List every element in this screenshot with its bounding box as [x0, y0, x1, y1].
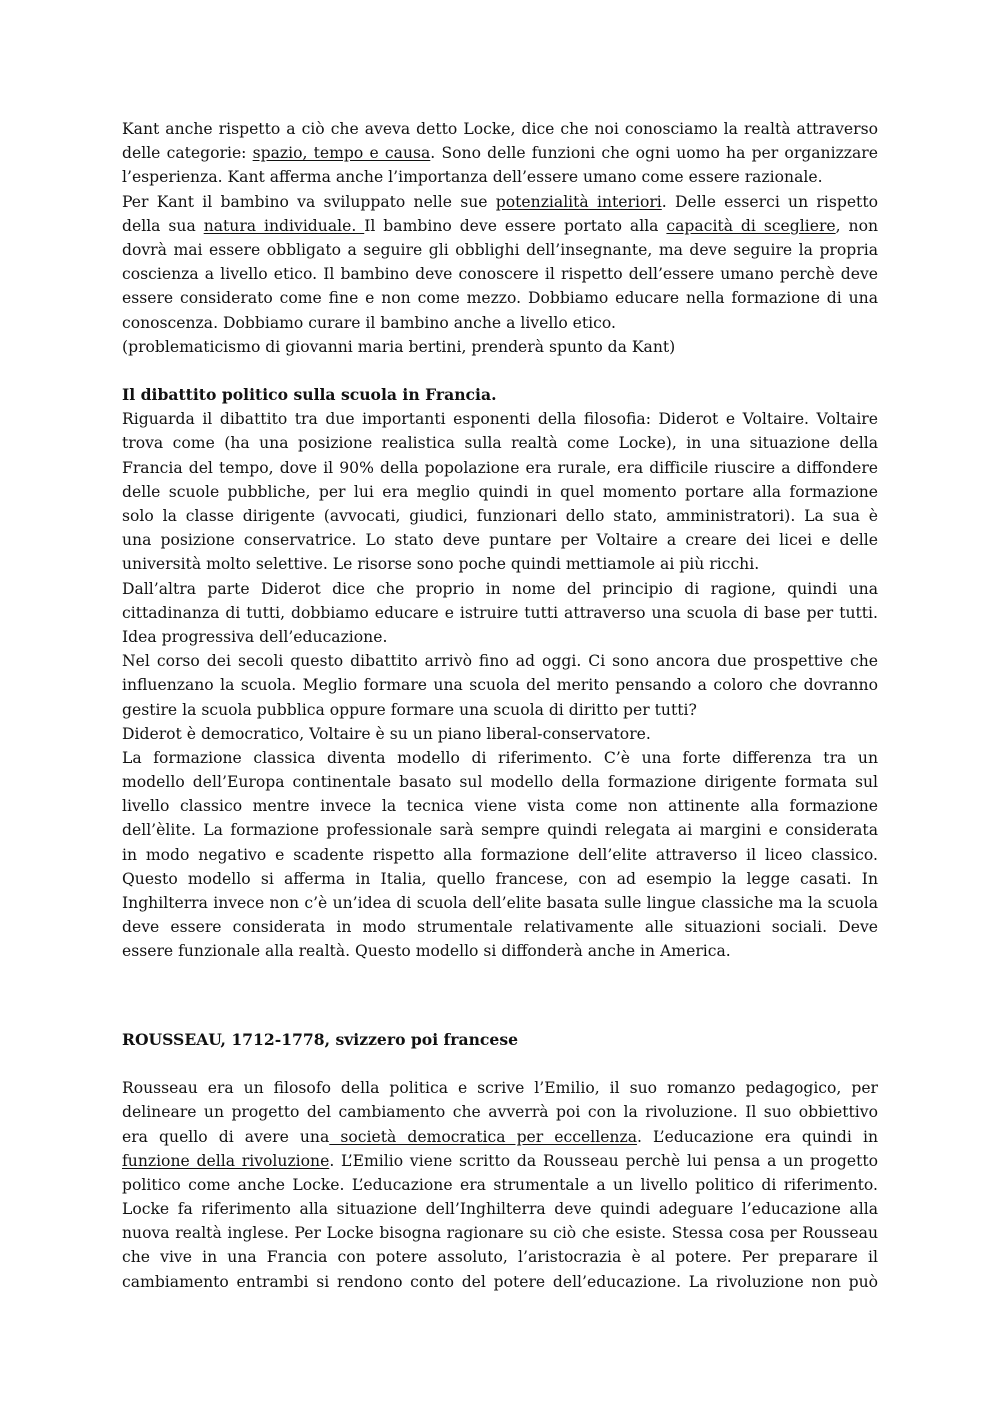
text-span: Locke fa riferimento alla situazione dell’Inghilterra deve quindi adeguare l’educazione alla	[122, 1200, 878, 1219]
text-line	[122, 673, 878, 697]
text-line	[122, 456, 878, 480]
text-span: (problematicismo di giovanni maria bertini, prenderà spunto da Kant)	[122, 337, 676, 356]
underlined-text: funzione della rivoluzione	[122, 1151, 330, 1170]
text-span: essere funzionale alla realtà. Questo modello si diffonderà anche in America.	[122, 942, 731, 961]
text-span: livello classico mentre invece la tecnica viene vista come non attinente alla formazione	[122, 797, 878, 816]
text-line	[122, 770, 878, 794]
spacer	[122, 1052, 878, 1076]
text-line	[122, 1076, 878, 1100]
text-line	[122, 1125, 878, 1149]
text-line	[122, 746, 878, 770]
text-span: che vive in una Francia con potere assoluto, l’aristocrazia è al potere. Per preparare il	[122, 1248, 878, 1267]
text-line	[122, 552, 878, 576]
underlined-text: spazio, tempo e causa	[252, 144, 431, 163]
text-line	[122, 528, 878, 552]
text-line	[122, 794, 878, 818]
text-line	[122, 238, 878, 262]
heading-france: Il dibattito politico sulla scuola in Francia.	[122, 385, 497, 405]
text-line	[122, 1221, 878, 1245]
text-span: università molto selettive. Le risorse sono poche quindi mettiamole ai più ricchi.	[122, 555, 760, 574]
text-line	[122, 649, 878, 673]
text-span: Kant anche rispetto a ciò che aveva detto Locke, dice che noi conosciamo la realtà attraverso	[122, 120, 878, 138]
section-kant	[122, 117, 878, 359]
text-span: deve essere considerata in modo strumentale relativamente alle situazioni sociali. Deve	[122, 918, 878, 937]
text-line	[122, 214, 878, 238]
underlined-text: potenzialità interiori	[495, 192, 662, 211]
text-span: delle categorie:	[122, 144, 253, 163]
text-span: Diderot è democratico, Voltaire è su un piano liberal-conservatore.	[122, 724, 651, 743]
text-line	[122, 1149, 878, 1173]
text-span: trova come (ha una posizione realistica sulla realtà come Locke), in una situazione della	[122, 434, 878, 453]
text-line	[122, 165, 878, 189]
text-span: Riguarda il dibattito tra due importanti esponenti della filosofia: Diderot e Voltaire. Voltaire	[122, 410, 878, 429]
text-span: una posizione conservatrice. Lo stato deve puntare per Voltaire a creare dei licei e delle	[122, 531, 878, 550]
underlined-text: capacità di scegliere	[666, 216, 836, 235]
text-span: coscienza a livello etico. Il bambino deve conoscere il rispetto dell’essere umano perchè deve	[122, 265, 878, 284]
text-span: dell’èlite. La formazione professionale sarà sempre quindi relegata ai margini e considerata	[122, 821, 878, 840]
text-line	[122, 939, 878, 963]
text-span: della sua	[122, 216, 204, 235]
text-span: modello dell’Europa continentale basato sul modello della formazione dirigente formata sul	[122, 773, 878, 792]
text-line	[122, 262, 878, 286]
text-line	[122, 286, 878, 310]
text-line	[122, 190, 878, 214]
text-span: nuova realtà inglese. Per Locke bisogna ragionare su ciò che esiste. Stessa cosa per Rousseau	[122, 1224, 878, 1243]
text-span: Nel corso dei secoli questo dibattito arrivò fino ad oggi. Ci sono ancora due prospettive che	[122, 652, 878, 671]
text-line	[122, 407, 878, 431]
text-span: . Delle esserci un rispetto	[661, 192, 878, 211]
text-line	[122, 891, 878, 915]
text-span: l’esperienza. Kant afferma anche l’importanza dell’essere umano come essere razionale.	[122, 168, 823, 187]
text-line	[122, 698, 878, 722]
text-span: solo la classe dirigente (avvocati, giudici, funzionari dello stato, amministratori). La sua è	[122, 507, 878, 525]
text-span: cambiamento entrambi si rendono conto del potere dell’educazione. La rivoluzione non può	[122, 1272, 878, 1291]
text-span: delle scuole pubbliche, per lui era meglio quindi in quel momento portare alla formazione	[122, 482, 878, 501]
text-line	[122, 577, 878, 601]
text-line	[122, 601, 878, 625]
text-span: gestire la scuola pubblica oppure formare una scuola di diritto per tutti?	[122, 700, 697, 719]
text-line	[122, 843, 878, 867]
text-line	[122, 818, 878, 842]
text-line	[122, 141, 878, 165]
text-span: essere considerato come fine e non come mezzo. Dobbiamo educare nella formazione di una	[122, 289, 878, 308]
text-span: Francia del tempo, dove il 90% della popolazione era rurale, era difficile riuscire a diffondere	[122, 458, 878, 477]
text-line	[122, 1245, 878, 1269]
text-span: , non	[835, 216, 879, 235]
text-line	[122, 915, 878, 939]
text-span: . Sono delle funzioni che ogni uomo ha per organizzare	[430, 144, 878, 163]
text-line	[122, 431, 878, 455]
text-span: . L’Emilio viene scritto da Rousseau perchè lui pensa a un progetto	[329, 1151, 878, 1170]
spacer	[122, 359, 878, 383]
document-page	[122, 117, 878, 1294]
text-span: in modo negativo e scadente rispetto alla formazione dell’elite attraverso il liceo classico.	[122, 845, 878, 864]
section-rousseau	[122, 1076, 878, 1294]
text-span: dovrà mai essere obbligato a seguire gli obblighi dell’insegnante, ma deve seguire la propria	[122, 240, 878, 259]
text-line	[122, 335, 878, 359]
text-line	[122, 867, 878, 891]
underlined-text: società democratica per eccellenza	[329, 1127, 637, 1146]
text-span: Idea progressiva dell’educazione.	[122, 627, 388, 646]
text-span: politico come anche Locke. L’educazione era strumentale a un livello politico di riferimento.	[122, 1175, 878, 1194]
text-span: . L’educazione era quindi in	[637, 1127, 879, 1146]
text-line	[122, 625, 878, 649]
text-line	[122, 117, 878, 141]
text-line	[122, 1197, 878, 1221]
text-span: era quello di avere una	[122, 1127, 330, 1146]
text-span: Questo modello si afferma in Italia, quello francese, con ad esempio la legge casati. In	[122, 869, 878, 888]
text-span: Per Kant il bambino va sviluppato nelle sue	[122, 192, 496, 211]
text-span: Inghilterra invece non c’è un’idea di scuola dell’elite basata sulle lingue classiche ma la scuola	[122, 894, 878, 912]
section-france	[122, 407, 878, 963]
text-line	[122, 722, 878, 746]
text-line	[122, 1270, 878, 1294]
text-span: Dall’altra parte Diderot dice che proprio in nome del principio di ragione, quindi una	[122, 579, 878, 598]
text-span: influenzano la scuola. Meglio formare una scuola del merito pensando a coloro che dovranno	[122, 676, 878, 695]
text-line	[122, 1100, 878, 1124]
text-span: La formazione classica diventa modello di riferimento. C’è una forte differenza tra un	[122, 748, 878, 767]
text-line	[122, 480, 878, 504]
heading-rousseau: ROUSSEAU, 1712-1778, svizzero poi francese	[122, 1029, 519, 1049]
text-line	[122, 311, 878, 335]
spacer	[122, 988, 878, 1028]
underlined-text: natura individuale.	[203, 216, 365, 235]
text-line	[122, 1173, 878, 1197]
text-span: cittadinanza di tutti, dobbiamo educare e istruire tutti attraverso una scuola di base per tutti.	[122, 603, 878, 622]
text-span: delineare un progetto del cambiamento che avverrà poi con la rivoluzione. Il suo obbiettivo	[122, 1103, 878, 1122]
text-span: Rousseau era un filosofo della politica e scrive l’Emilio, il suo romanzo pedagogico, per	[122, 1079, 878, 1098]
text-span: Il bambino deve essere portato alla	[364, 216, 667, 235]
text-line	[122, 504, 878, 528]
spacer	[122, 964, 878, 988]
text-span: conoscenza. Dobbiamo curare il bambino anche a livello etico.	[122, 313, 616, 332]
